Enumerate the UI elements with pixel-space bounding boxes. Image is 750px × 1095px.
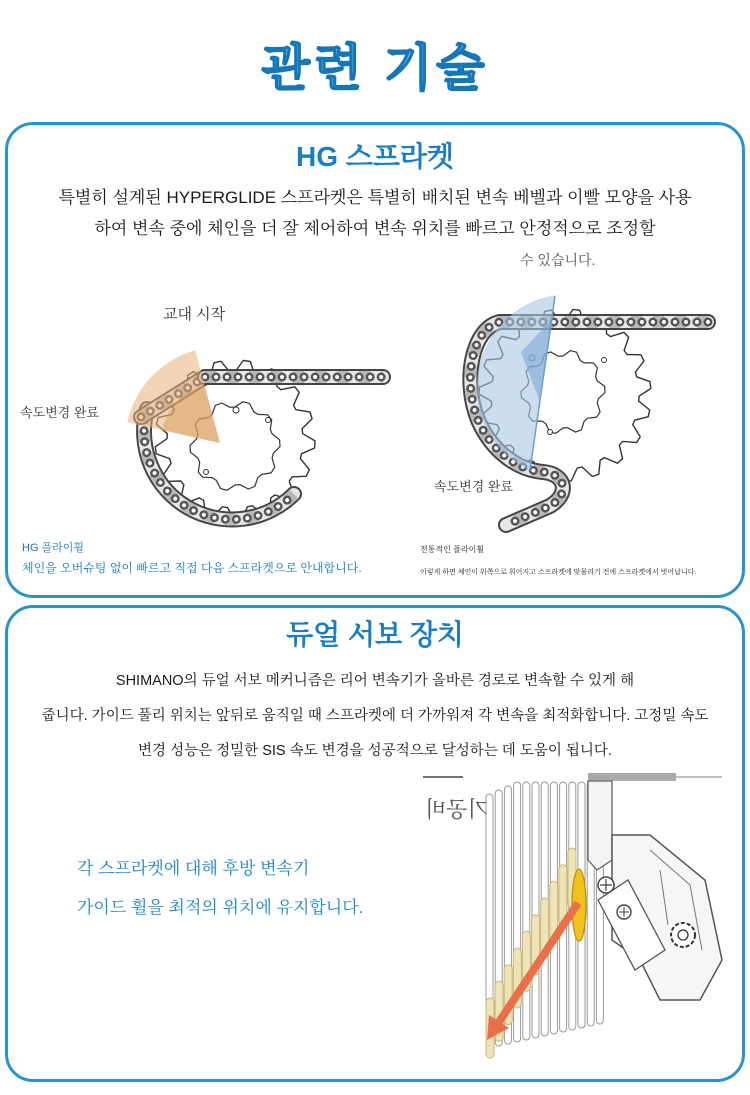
hg-flywheel-caption-text: 체인을 오버슈팅 없이 빠르고 직접 다음 스프라켓으로 안내합니다. <box>22 561 362 575</box>
servo-callout-line-1: 각 스프라켓에 대해 후방 변속기 <box>77 859 310 878</box>
hg-sprocket-hole <box>266 418 271 423</box>
hg-sprocket-hole <box>204 470 209 475</box>
traditional-sprocket-hole <box>602 358 607 363</box>
adjuster-knob-center <box>678 930 688 940</box>
hg-sprocket-heading: HG 스프라켓 <box>296 141 454 172</box>
illustration-mirrored-lettering: 기공비 <box>425 798 489 823</box>
label-shift-complete-hg: 속도변경 완료 <box>20 405 99 420</box>
traditional-flywheel-caption-text: 이렇게 하면 체인이 위쪽으로 휘어지고 스프라켓에 맞물리기 전에 스프라켓에서 벗어납니다. <box>420 569 697 576</box>
traditional-flywheel-diagram <box>420 290 730 540</box>
servo-description-line-1: SHIMANO의 듀얼 서보 메커니즘은 리어 변속기가 올바른 경로로 변속할 수 있게 해 <box>115 673 635 689</box>
label-shift-start: 교대 시작 <box>163 306 226 323</box>
cassette-cog <box>532 782 539 1038</box>
servo-description-line-3: 변경 성능은 정밀한 SIS 속도 변경을 성공적으로 달성하는 데 도움이 됩니다. <box>138 743 612 759</box>
dual-servo-heading: 듀얼 서보 장치 <box>286 619 464 650</box>
cassette-cog <box>523 782 530 1040</box>
servo-callout-line-2: 가이드 휠을 최적의 위치에 유지합니다. <box>77 898 364 917</box>
derailleur-hanger <box>588 781 612 870</box>
traditional-flywheel-caption-title: 전통적인 플라이휠 <box>420 545 485 554</box>
hg-description-line-1: 특별히 설계된 HYPERGLIDE 스프라켓은 특별히 배치된 변속 베벨과 이빨 모양을 사용 <box>58 188 692 207</box>
hg-description-line-2: 하여 변속 중에 체인을 더 잘 제어하여 변속 위치를 빠르고 안정적으로 조정할 <box>94 219 656 238</box>
hg-description-line-3: 수 있습니다. <box>520 252 596 268</box>
page-title: 관련 기술 <box>261 40 489 96</box>
label-shift-complete-traditional: 속도변경 완료 <box>434 479 513 494</box>
hg-sprocket-hole <box>233 407 239 413</box>
hg-flywheel-caption-title: HG 플라이휠 <box>22 542 85 554</box>
derailleur-top-bar <box>588 773 676 781</box>
servo-description-line-2: 줍니다. 가이드 풀리 위치는 앞뒤로 움직일 때 스프라켓에 더 가까워져 각 변속을 최적화합니다. 고정밀 속도 <box>41 708 709 724</box>
hg-flywheel-diagram <box>100 330 400 540</box>
traditional-sprocket-hole <box>548 430 553 435</box>
